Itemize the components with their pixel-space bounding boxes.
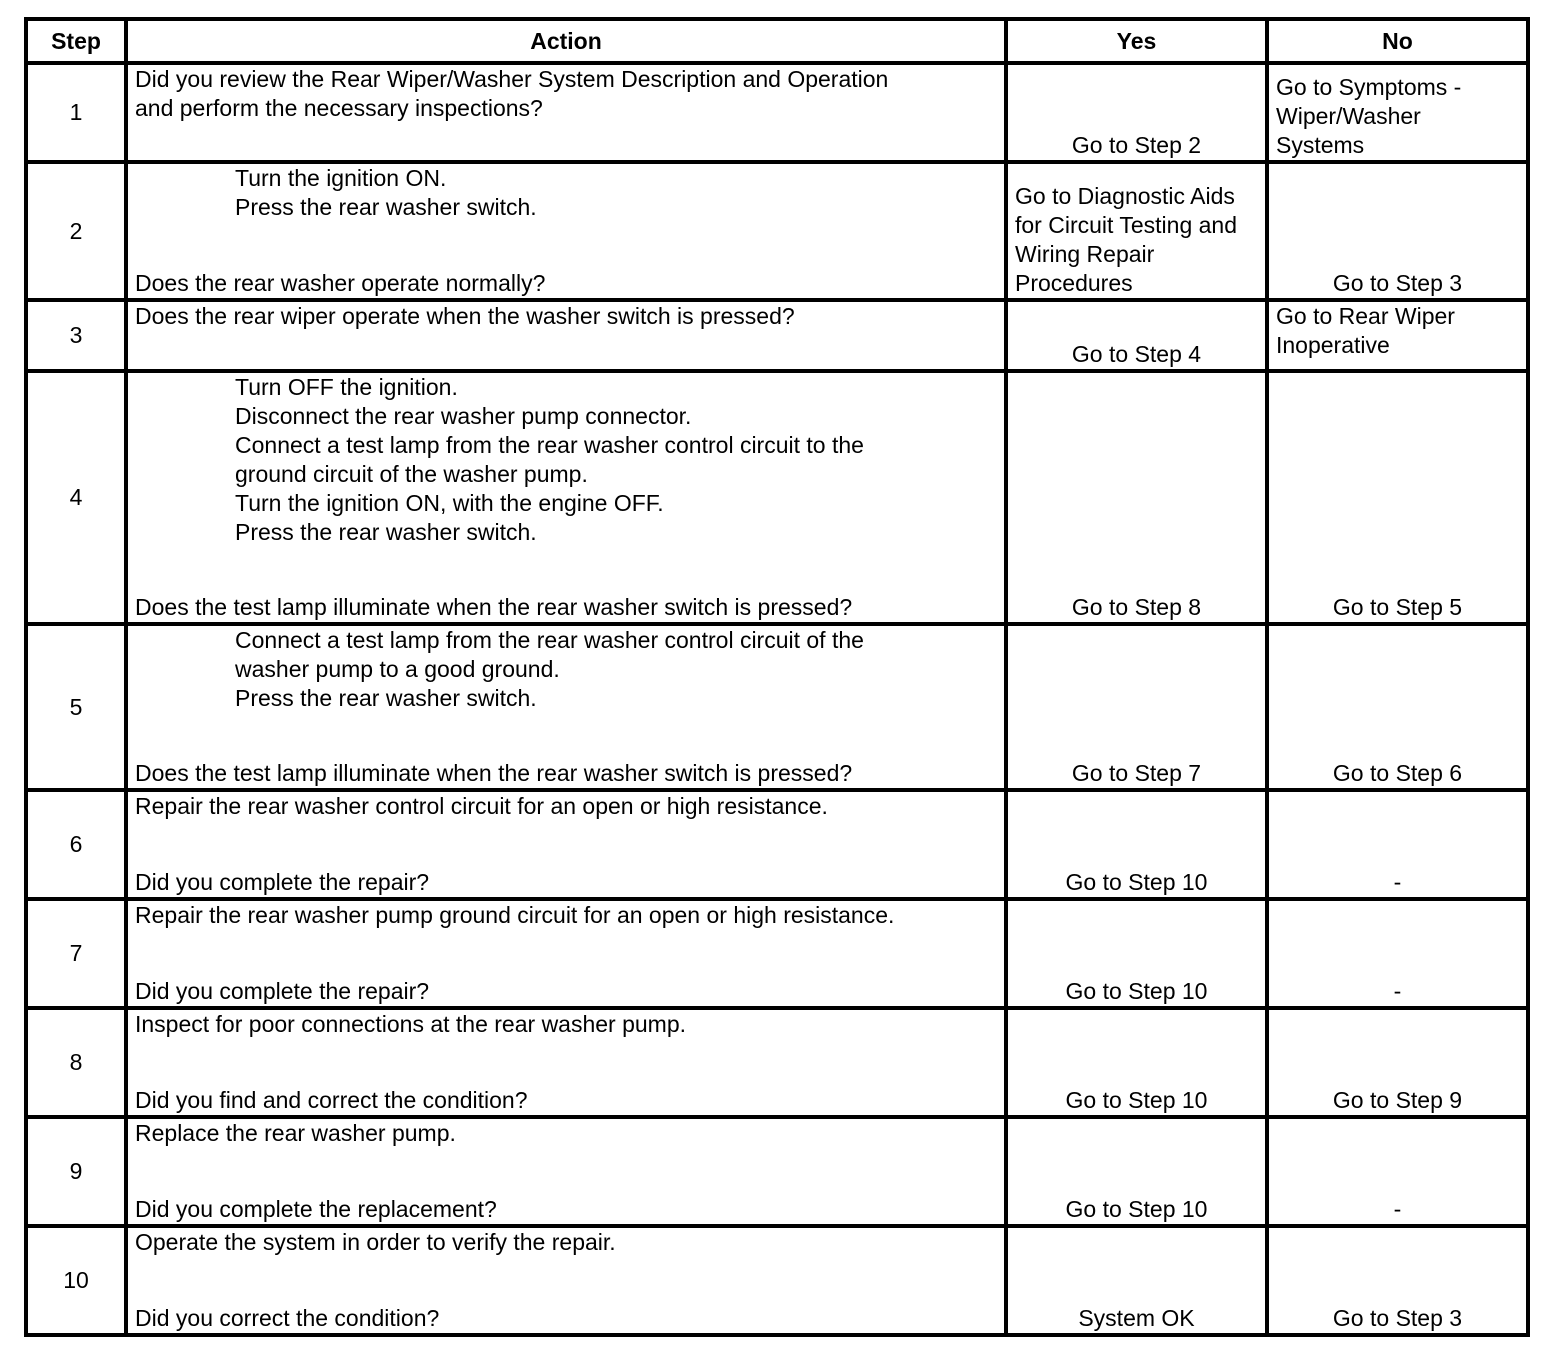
yes-cell: Go to Step 10 [1006, 899, 1267, 1008]
step-number: 5 [26, 624, 126, 790]
column-header-no: No [1267, 19, 1528, 63]
action-substep: Turn the ignition ON. [235, 165, 447, 191]
action-instruction: Inspect for poor connections at the rear washer pump. [135, 1011, 687, 1037]
yes-cell: Go to Step 10 [1006, 790, 1267, 899]
no-cell: Go to Step 3 [1267, 162, 1528, 300]
action-cell [126, 1008, 1006, 1117]
yes-cell: Go to Step 7 [1006, 624, 1267, 790]
action-substep: Connect a test lamp from the rear washer control circuit of the [235, 627, 864, 653]
action-cell [126, 162, 1006, 300]
no-cell [1267, 300, 1528, 371]
step-number: 3 [26, 300, 126, 371]
action-substep: Disconnect the rear washer pump connector. [235, 403, 692, 429]
yes-text: Procedures [1015, 270, 1133, 296]
action-substep: Press the rear washer switch. [235, 685, 537, 711]
diagnostic-table [24, 17, 1530, 1337]
action-question: Did you complete the repair? [135, 978, 430, 1004]
table-row [26, 1117, 1528, 1226]
table-row [26, 1226, 1528, 1335]
action-cell [126, 63, 1006, 162]
step-number: 1 [26, 63, 126, 162]
table-row [26, 1008, 1528, 1117]
column-header-action: Action [126, 19, 1006, 63]
step-number: 7 [26, 899, 126, 1008]
action-question: Does the rear washer operate normally? [135, 270, 546, 296]
action-question: Did you complete the replacement? [135, 1196, 497, 1222]
action-cell [126, 899, 1006, 1008]
step-number: 2 [26, 162, 126, 300]
step-number: 8 [26, 1008, 126, 1117]
yes-cell [1006, 162, 1267, 300]
action-question: Did you find and correct the condition? [135, 1087, 528, 1113]
yes-cell: Go to Step 10 [1006, 1008, 1267, 1117]
action-text: Did you review the Rear Wiper/Washer System Description and Operation [135, 66, 889, 92]
action-substep: Turn OFF the ignition. [235, 374, 458, 400]
no-cell: - [1267, 899, 1528, 1008]
yes-cell: Go to Step 2 [1006, 63, 1267, 162]
no-text: Go to Symptoms - [1276, 74, 1462, 100]
no-cell: Go to Step 9 [1267, 1008, 1528, 1117]
table-row [26, 790, 1528, 899]
action-instruction: Repair the rear washer pump ground circuit for an open or high resistance. [135, 902, 895, 928]
action-substep: Connect a test lamp from the rear washer control circuit to the [235, 432, 864, 458]
step-number: 9 [26, 1117, 126, 1226]
no-cell: Go to Step 5 [1267, 371, 1528, 624]
action-cell [126, 300, 1006, 371]
yes-cell: Go to Step 10 [1006, 1117, 1267, 1226]
no-cell: - [1267, 790, 1528, 899]
no-cell: Go to Step 3 [1267, 1226, 1528, 1335]
step-number: 4 [26, 371, 126, 624]
action-instruction: Replace the rear washer pump. [135, 1120, 456, 1146]
table-row [26, 899, 1528, 1008]
table-row [26, 371, 1528, 624]
column-header-step: Step [26, 19, 126, 63]
action-cell [126, 1226, 1006, 1335]
action-instruction: Operate the system in order to verify the repair. [135, 1229, 616, 1255]
action-cell [126, 790, 1006, 899]
action-question: Does the test lamp illuminate when the rear washer switch is pressed? [135, 594, 853, 620]
table-row [26, 624, 1528, 790]
yes-text: Wiring Repair [1015, 241, 1155, 267]
action-question: Did you complete the repair? [135, 869, 430, 895]
step-number: 6 [26, 790, 126, 899]
action-substep: washer pump to a good ground. [235, 656, 560, 682]
action-cell [126, 371, 1006, 624]
no-text: Systems [1276, 132, 1365, 158]
yes-cell: Go to Step 4 [1006, 300, 1267, 371]
yes-cell: System OK [1006, 1226, 1267, 1335]
table-header-row [26, 19, 1528, 63]
no-text: Wiper/Washer [1276, 103, 1421, 129]
table-row [26, 300, 1528, 371]
table-row [26, 63, 1528, 162]
action-substep: Press the rear washer switch. [235, 194, 537, 220]
action-substep: Turn the ignition ON, with the engine OFF. [235, 490, 664, 516]
action-cell [126, 1117, 1006, 1226]
table-row [26, 162, 1528, 300]
column-header-yes: Yes [1006, 19, 1267, 63]
action-question: Does the test lamp illuminate when the rear washer switch is pressed? [135, 760, 853, 786]
action-question: Does the rear wiper operate when the washer switch is pressed? [135, 303, 795, 329]
action-instruction: Repair the rear washer control circuit for an open or high resistance. [135, 793, 828, 819]
yes-text: Go to Diagnostic Aids [1015, 183, 1235, 209]
no-text: Go to Rear Wiper [1276, 303, 1455, 329]
action-substep: ground circuit of the washer pump. [235, 461, 588, 487]
action-text: and perform the necessary inspections? [135, 95, 543, 121]
no-cell: - [1267, 1117, 1528, 1226]
step-number: 10 [26, 1226, 126, 1335]
no-text: Inoperative [1276, 332, 1390, 358]
action-cell [126, 624, 1006, 790]
no-cell: Go to Step 6 [1267, 624, 1528, 790]
action-substep: Press the rear washer switch. [235, 519, 537, 545]
no-cell [1267, 63, 1528, 162]
action-question: Did you correct the condition? [135, 1305, 440, 1331]
yes-cell: Go to Step 8 [1006, 371, 1267, 624]
yes-text: for Circuit Testing and [1015, 212, 1238, 238]
